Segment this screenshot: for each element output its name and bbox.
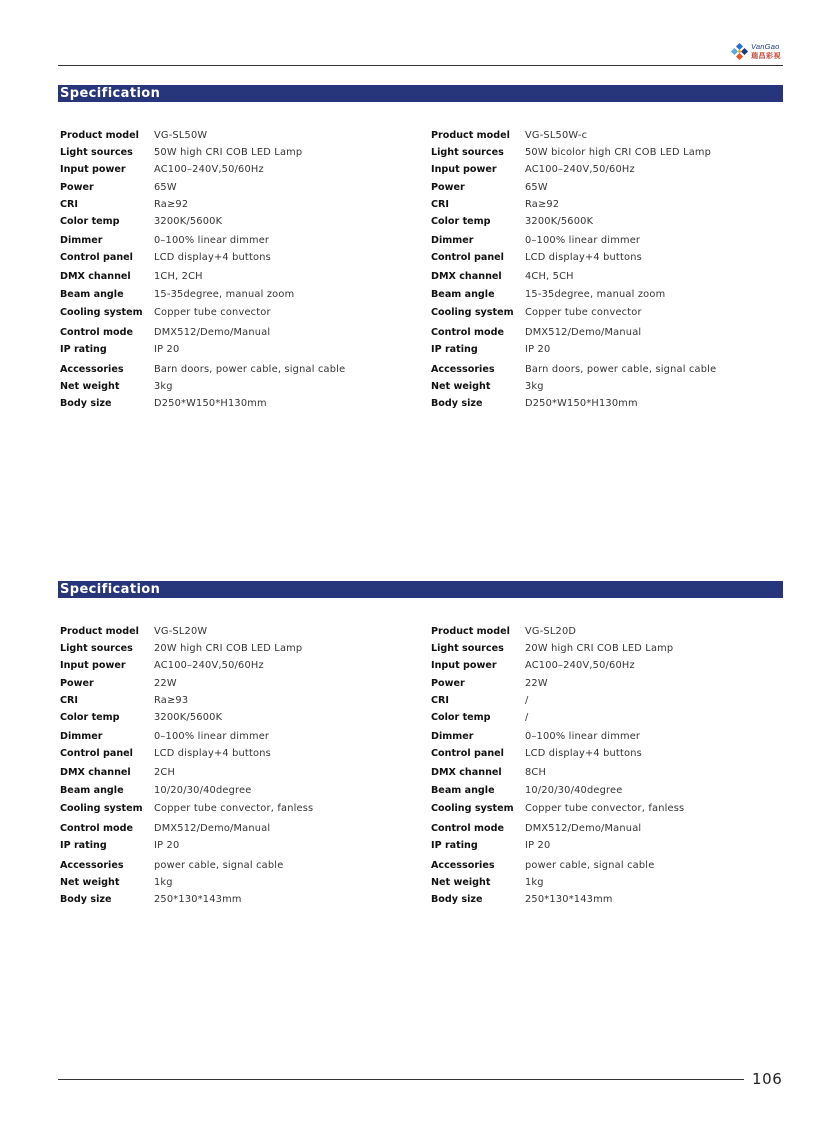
spec-value: AC100–240V,50/60Hz [154,660,264,671]
spec-value: 8CH [525,767,547,778]
spec-value: 1kg [525,877,544,888]
spec-label: DMX channel [60,767,131,778]
spec-label: Control mode [431,327,504,338]
spec-label: Body size [60,894,112,905]
spec-label: Dimmer [431,235,474,246]
spec-value: Copper tube convector [525,307,642,318]
spec-row [58,801,418,817]
spec-row [58,892,418,908]
spec-value: 20W high CRI COB LED Lamp [154,643,303,654]
spec-label: Power [431,182,465,193]
spec-value: VG-SL20W [154,626,208,637]
spec-label: Control panel [431,748,504,759]
spec-value: DMX512/Demo/Manual [525,327,642,338]
spec-label: Accessories [431,364,495,375]
spec-label: Control panel [431,252,504,263]
spec-label: IP rating [431,344,478,355]
page-number: 106 [752,1070,783,1088]
spec-label: Beam angle [431,785,495,796]
spec-label: Net weight [431,877,491,888]
spec-value: VG-SL20D [525,626,577,637]
spec-label: Body size [60,398,112,409]
spec-label: Control mode [60,327,133,338]
spec-row [58,305,418,321]
spec-label: Input power [60,660,126,671]
spec-value: IP 20 [525,840,551,851]
spec-value: / [525,695,529,706]
spec-row [58,162,418,178]
spec-value: 3kg [154,381,173,392]
spec-row [429,892,789,908]
spec-label: CRI [431,199,449,210]
spec-row [58,362,418,378]
spec-value: IP 20 [154,344,180,355]
spec-value: AC100–240V,50/60Hz [154,164,264,175]
spec-label: CRI [431,695,449,706]
spec-row [58,729,418,745]
spec-label: Dimmer [431,731,474,742]
spec-label: Dimmer [60,731,103,742]
spec-row [429,783,789,799]
spec-value: AC100–240V,50/60Hz [525,164,635,175]
spec-label: DMX channel [431,767,502,778]
spec-label: Power [60,182,94,193]
spec-label: Power [431,678,465,689]
spec-value: Ra≥93 [154,695,189,706]
spec-row [58,710,418,726]
spec-row [429,765,789,781]
spec-label: Control panel [60,748,133,759]
spec-row [58,838,418,854]
spec-value: 0–100% linear dimmer [525,235,641,246]
spec-label: Accessories [60,860,124,871]
spec-row [429,641,789,657]
spec-value: 22W [525,678,548,689]
spec-row [429,269,789,285]
spec-value: Ra≥92 [525,199,560,210]
logo-diamond-icon [731,43,749,61]
spec-row [429,342,789,358]
spec-row [58,858,418,874]
spec-value: IP 20 [525,344,551,355]
spec-label: Control mode [60,823,133,834]
spec-value: 10/20/30/40degree [525,785,623,796]
spec-value: 3kg [525,381,544,392]
spec-value: Barn doors, power cable, signal cable [154,364,346,375]
spec-label: Net weight [60,877,120,888]
spec-value: 250*130*143mm [525,894,613,905]
spec-value: D250*W150*H130mm [525,398,638,409]
spec-row [58,821,418,837]
spec-label: Body size [431,398,483,409]
spec-label: Input power [431,660,497,671]
spec-label: IP rating [431,840,478,851]
spec-row [58,641,418,657]
spec-value: 1CH, 2CH [154,271,203,282]
spec-value: 3200K/5600K [154,216,223,227]
spec-row [58,269,418,285]
spec-label: Power [60,678,94,689]
spec-row [429,858,789,874]
spec-row [429,214,789,230]
spec-label: Cooling system [60,307,143,318]
spec-label: Product model [431,130,510,141]
spec-row [58,693,418,709]
spec-section-2 [58,581,783,905]
spec-label: Cooling system [431,307,514,318]
spec-row [429,180,789,196]
spec-row [429,624,789,640]
spec-value: 22W [154,678,177,689]
spec-row [429,162,789,178]
spec-value: power cable, signal cable [525,860,655,871]
spec-row [429,710,789,726]
spec-row [429,838,789,854]
spec-value: DMX512/Demo/Manual [154,327,271,338]
spec-row [58,180,418,196]
spec-value: 4CH, 5CH [525,271,574,282]
section-title: Specification [58,85,783,102]
spec-label: Color temp [431,712,491,723]
spec-row [429,746,789,762]
spec-row [58,783,418,799]
spec-label: DMX channel [431,271,502,282]
spec-label: Control panel [60,252,133,263]
spec-row [58,658,418,674]
spec-row [58,287,418,303]
spec-row [429,676,789,692]
spec-value: 10/20/30/40degree [154,785,252,796]
spec-label: Dimmer [60,235,103,246]
footer-divider [58,1079,744,1080]
spec-value: 65W [154,182,177,193]
spec-row [429,729,789,745]
spec-row [58,676,418,692]
spec-value: 0–100% linear dimmer [154,731,270,742]
spec-row [429,693,789,709]
spec-row [429,305,789,321]
spec-row [58,875,418,891]
spec-value: AC100–240V,50/60Hz [525,660,635,671]
spec-label: IP rating [60,840,107,851]
spec-row [429,197,789,213]
spec-value: 15-35degree, manual zoom [525,289,666,300]
spec-value: IP 20 [154,840,180,851]
spec-label: Light sources [60,147,133,158]
spec-value: LCD display+4 buttons [154,748,271,759]
spec-value: LCD display+4 buttons [154,252,271,263]
spec-value: VG-SL50W [154,130,208,141]
spec-label: Product model [431,626,510,637]
spec-value: DMX512/Demo/Manual [525,823,642,834]
spec-row [429,875,789,891]
spec-section-1 [58,85,783,409]
spec-value: Copper tube convector, fanless [525,803,685,814]
spec-value: 250*130*143mm [154,894,242,905]
spec-row [429,821,789,837]
spec-row [58,250,418,266]
spec-label: Net weight [60,381,120,392]
spec-label: Body size [431,894,483,905]
spec-value: 65W [525,182,548,193]
spec-label: IP rating [60,344,107,355]
spec-value: 50W bicolor high CRI COB LED Lamp [525,147,712,158]
spec-row [58,342,418,358]
spec-row [429,325,789,341]
spec-value: 15-35degree, manual zoom [154,289,295,300]
spec-label: Color temp [60,216,120,227]
spec-label: Control mode [431,823,504,834]
spec-label: DMX channel [60,271,131,282]
spec-label: Light sources [431,643,504,654]
spec-value: 20W high CRI COB LED Lamp [525,643,674,654]
spec-value: 0–100% linear dimmer [525,731,641,742]
spec-value: 0–100% linear dimmer [154,235,270,246]
spec-row [429,128,789,144]
spec-row [429,233,789,249]
spec-value: 1kg [154,877,173,888]
spec-row [429,379,789,395]
spec-row [429,801,789,817]
section-title: Specification [58,581,783,598]
spec-label: Product model [60,626,139,637]
spec-row [58,233,418,249]
spec-row [58,128,418,144]
spec-value: 3200K/5600K [154,712,223,723]
spec-row [429,145,789,161]
spec-value: / [525,712,529,723]
spec-label: Color temp [60,712,120,723]
spec-value: Barn doors, power cable, signal cable [525,364,717,375]
spec-label: Input power [60,164,126,175]
spec-value: Copper tube convector [154,307,271,318]
spec-label: Accessories [60,364,124,375]
spec-row [429,287,789,303]
spec-label: Cooling system [431,803,514,814]
spec-value: LCD display+4 buttons [525,748,642,759]
spec-label: Product model [60,130,139,141]
spec-label: Light sources [431,147,504,158]
spec-value: 2CH [154,767,176,778]
spec-label: Light sources [60,643,133,654]
spec-value: DMX512/Demo/Manual [154,823,271,834]
spec-row [58,379,418,395]
logo-brand-cn-text: 瑞昌彩视 [751,53,781,60]
spec-row [58,765,418,781]
spec-row [58,624,418,640]
logo-brand-text: VanGao [751,42,780,51]
spec-value: Ra≥92 [154,199,189,210]
spec-value: power cable, signal cable [154,860,284,871]
spec-value: D250*W150*H130mm [154,398,267,409]
spec-row [58,145,418,161]
header-divider [58,65,783,66]
spec-label: Beam angle [60,289,124,300]
spec-label: Net weight [431,381,491,392]
spec-label: Beam angle [431,289,495,300]
spec-label: CRI [60,199,78,210]
spec-label: Accessories [431,860,495,871]
spec-value: LCD display+4 buttons [525,252,642,263]
spec-label: Input power [431,164,497,175]
spec-value: VG-SL50W-c [525,130,588,141]
brand-logo [731,42,785,62]
spec-row [429,396,789,412]
spec-value: 3200K/5600K [525,216,594,227]
spec-label: Color temp [431,216,491,227]
spec-row [58,396,418,412]
spec-label: Cooling system [60,803,143,814]
spec-value: 50W high CRI COB LED Lamp [154,147,303,158]
spec-row [58,746,418,762]
spec-row [429,362,789,378]
spec-row [58,214,418,230]
spec-value: Copper tube convector, fanless [154,803,314,814]
spec-row [58,325,418,341]
spec-row [58,197,418,213]
spec-label: CRI [60,695,78,706]
spec-row [429,658,789,674]
spec-row [429,250,789,266]
spec-label: Beam angle [60,785,124,796]
